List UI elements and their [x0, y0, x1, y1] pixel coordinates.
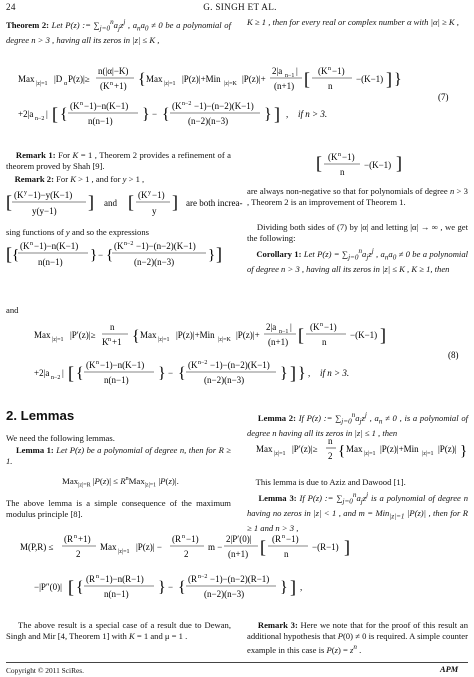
svg-text:(n+1): (n+1): [228, 549, 249, 559]
svg-text:Max: Max: [146, 74, 163, 84]
theorem-2-text: Let P(z) := $\sum_{j=0}^na_jz^j$ , $a_na_0 \ne 0$ be a polynomial of degree n > 3 , having all its zeros in |z| ≤ K ,: [6, 18, 231, 45]
svg-text:(R: (R: [64, 534, 73, 544]
svg-text:2|a: 2|a: [272, 66, 283, 76]
svg-text:[: [: [6, 244, 12, 264]
svg-text:[: [: [260, 537, 266, 557]
svg-text:}: }: [208, 247, 216, 263]
svg-text:(K: (K: [318, 66, 328, 76]
equation-7-number: (7): [438, 92, 449, 102]
svg-text:+2|a: +2|a: [34, 368, 50, 378]
svg-text:(n−2)(n−3): (n−2)(n−3): [204, 589, 245, 599]
svg-text:]: ]: [172, 192, 178, 212]
svg-text:K: K: [102, 337, 109, 347]
theorem-2-continued: K ≥ 1 , then for every real or complex number α with |α| ≥ K ,: [247, 17, 459, 27]
svg-text:(K: (K: [172, 101, 182, 111]
lemma-3-label: Lemma 3:: [258, 492, 297, 503]
svg-text:]: ]: [344, 537, 350, 557]
svg-text:2: 2: [184, 549, 189, 559]
and-word: and: [6, 305, 19, 315]
svg-text:|z|=1: |z|=1: [52, 337, 64, 343]
remark-3: [247, 620, 468, 656]
svg-text:|z|=K: |z|=K: [224, 81, 237, 87]
lemma-3-equation: [20, 528, 460, 613]
svg-text:+1): +1): [114, 81, 127, 91]
svg-text:n−2: n−2: [51, 375, 61, 381]
svg-text:n−2: n−2: [198, 574, 208, 580]
svg-text:n−1: n−1: [279, 329, 289, 335]
svg-text:|P(z)|: |P(z)|: [438, 444, 457, 454]
svg-text:|P(z)|+Min: |P(z)|+Min: [380, 444, 419, 454]
equation-8-graphic: [34, 318, 468, 396]
svg-text:|z|=1: |z|=1: [118, 549, 130, 555]
svg-text:n: n: [322, 337, 327, 347]
footer-rule: [6, 662, 468, 663]
svg-text:(K: (K: [70, 101, 80, 111]
svg-text:(K: (K: [86, 360, 96, 370]
svg-text:−1): −1): [152, 190, 165, 200]
svg-text:2: 2: [76, 549, 81, 559]
lemma-2-text: If P(z) := $\sum_{j=0}^na_jz^j$ , $a_n \ne 0$ , is a polynomial of degree n having all its zeros in |z| ≤ 1 , then: [247, 411, 469, 438]
svg-text:n−2: n−2: [35, 116, 45, 122]
lemma-1-equation: Max$_{|z|=R}$ $|P(z)| \le R^nMax_{|z|=1}$ |P(z)|.: [62, 475, 179, 489]
lemma-2-note-text: This lemma is due to Aziz and Dawood [1].: [255, 477, 406, 487]
svg-text:+2|a: +2|a: [18, 109, 34, 119]
svg-text:}: }: [394, 71, 402, 88]
svg-text:n: n: [110, 81, 113, 87]
svg-text:(n−2)(n−3): (n−2)(n−3): [204, 375, 245, 385]
svg-text:[: [: [6, 192, 12, 212]
svg-text:(K: (K: [20, 241, 30, 251]
svg-text:(n−2)(n−3): (n−2)(n−3): [134, 257, 175, 267]
svg-text:{: {: [76, 365, 84, 382]
dividing-text: Dividing both sides of (7) by |α| and letting |α| → ∞ , we get the following:: [247, 222, 468, 244]
svg-text:|z|=1: |z|=1: [158, 337, 170, 343]
svg-text:]: ]: [380, 325, 386, 345]
svg-text:|P(z)|+: |P(z)|+: [242, 74, 266, 84]
svg-text:−: −: [168, 368, 174, 378]
svg-text:n(|α|−K): n(|α|−K): [98, 66, 129, 76]
svg-text:|: |: [290, 322, 292, 332]
theorem-2-label: Theorem 2:: [6, 19, 52, 30]
after-big-left: The above result is a special case of a result due to Dewan, Singh and Mir [4, Theorem 1] with K = 1 and μ = 1 .: [6, 620, 231, 642]
remark-1-text: For K = 1 , Theorem 2 provides a refinement of a theorem proved by Shah [9].: [6, 150, 231, 172]
lemma-2-equation: [256, 434, 468, 471]
svg-text:y: y: [24, 190, 27, 196]
svg-text:n: n: [328, 81, 333, 91]
svg-text:|P(z)|+: |P(z)|+: [236, 330, 260, 340]
svg-text:|P(z)|+Min: |P(z)|+Min: [182, 74, 221, 84]
svg-text:−(R−1): −(R−1): [312, 542, 339, 552]
svg-text:+1): +1): [78, 534, 91, 544]
svg-text:|D: |D: [54, 74, 63, 84]
svg-text:{: {: [60, 106, 68, 123]
svg-text:n(n−1): n(n−1): [104, 589, 129, 599]
svg-text:−(K−1): −(K−1): [364, 160, 392, 170]
svg-text:n(n−1): n(n−1): [88, 116, 113, 126]
remark-2-text-b: sing functions of y and so the expressions: [6, 227, 149, 237]
svg-text:−1)−n(R−1): −1)−n(R−1): [100, 574, 144, 584]
svg-text:]: ]: [88, 192, 94, 212]
footer-copyright: Copyright © 2011 SciRes.: [6, 666, 85, 675]
corollary-1-label: Corollary 1:: [256, 248, 302, 259]
svg-text:}: }: [264, 106, 272, 123]
equation-8: [34, 318, 468, 399]
lemma-3-text: If P(z) := $\sum_{j=0}^na_jz^j$ is a polynomial of degree n having no zeros in |z| < 1 , and m = Min$_{|z|=1}$ |P(z)| , then for R ≥ 1 and n > 3 ,: [247, 491, 468, 533]
svg-text:−1)−(n−2)(R−1): −1)−(n−2)(R−1): [210, 574, 270, 584]
equation-8-number: (8): [448, 350, 459, 360]
svg-text:n: n: [338, 152, 341, 158]
svg-text:y: y: [152, 206, 157, 216]
remark-2-expression: [6, 238, 231, 279]
lemma-1: [6, 445, 231, 467]
equation-7-graphic: [18, 60, 458, 132]
svg-text:(K: (K: [100, 81, 110, 91]
svg-text:,: ,: [308, 368, 311, 378]
svg-text:]: ]: [386, 69, 392, 89]
svg-text:|: |: [46, 109, 48, 119]
svg-text:+1: +1: [112, 337, 122, 347]
svg-text:−1): −1): [286, 534, 299, 544]
svg-text:]: ]: [396, 153, 402, 173]
svg-text:]: ]: [216, 244, 222, 264]
remark-2-and: and: [104, 198, 117, 208]
svg-text:n−2: n−2: [124, 241, 134, 247]
page-number: 24: [6, 2, 16, 12]
equation-7: [18, 60, 458, 135]
svg-text:n: n: [328, 436, 333, 446]
lemma-1-label: Lemma 1:: [15, 445, 54, 455]
svg-text:(K: (K: [138, 190, 148, 200]
footer-journal: APM: [440, 665, 459, 674]
svg-text:−1)−n(K−1): −1)−n(K−1): [34, 241, 79, 251]
svg-text:−: −: [98, 250, 104, 260]
svg-text:|: |: [296, 66, 298, 76]
svg-text:n: n: [182, 534, 185, 540]
svg-text:Max: Max: [346, 444, 363, 454]
svg-text:y: y: [148, 190, 151, 196]
svg-text:|: |: [62, 368, 64, 378]
svg-text:n: n: [108, 337, 111, 343]
lemmas-intro: We need the following lemmas.: [6, 433, 115, 443]
svg-text:[: [: [298, 325, 304, 345]
svg-text:}: }: [280, 365, 288, 382]
svg-text:}: }: [142, 106, 150, 123]
svg-text:]: ]: [274, 104, 280, 124]
svg-text:−1)−(n−2)(K−1): −1)−(n−2)(K−1): [210, 360, 270, 370]
svg-text:(R: (R: [172, 534, 181, 544]
svg-text:{: {: [106, 247, 114, 263]
svg-text:M(P,R) ≤: M(P,R) ≤: [20, 542, 54, 552]
svg-text:,: ,: [300, 582, 303, 592]
svg-text:(R: (R: [272, 534, 281, 544]
svg-text:n−2: n−2: [182, 101, 192, 107]
svg-text:n: n: [284, 549, 289, 559]
right-bracket-expression: [316, 150, 406, 185]
corollary-1-text: Let $P(z) = \sum_{j=0}^na_jz^j$ , $a_na_0 \ne 0$ be a polynomial of degree n > 3 , having all its zeros in |z| ≤ K , K ≥ 1, then: [247, 247, 469, 274]
svg-text:n−2: n−2: [198, 360, 208, 366]
svg-text:[: [: [68, 577, 74, 597]
lemma-2-note: [247, 477, 468, 488]
svg-text:(K: (K: [188, 360, 198, 370]
svg-text:are both increa-: are both increa-: [186, 198, 243, 208]
svg-text:|z|=1: |z|=1: [164, 81, 176, 87]
svg-text:(n−2)(n−3): (n−2)(n−3): [188, 116, 229, 126]
svg-text:[: [: [304, 69, 310, 89]
lemma-2-label: Lemma 2:: [257, 412, 296, 423]
after-eq7-text: are always non-negative so that for polynomials of degree n > 3 , Theorem 2 is an improvement of Theorem 1.: [247, 186, 468, 208]
svg-text:Max: Max: [18, 74, 35, 84]
svg-text:]: ]: [290, 363, 296, 383]
svg-text:|P′(z)|≥: |P′(z)|≥: [292, 444, 318, 454]
svg-text:2|P′(0)|: 2|P′(0)|: [226, 534, 252, 544]
svg-text:(K: (K: [114, 241, 124, 251]
svg-text:−1)−n(K−1): −1)−n(K−1): [100, 360, 145, 370]
svg-text:[: [: [128, 192, 134, 212]
remark-2-fractions: [6, 186, 243, 231]
svg-text:n: n: [320, 322, 323, 328]
svg-text:}: }: [280, 579, 288, 596]
svg-text:2|a: 2|a: [266, 322, 277, 332]
svg-text:(K: (K: [14, 190, 24, 200]
svg-text:|P(z)| −: |P(z)| −: [136, 542, 162, 552]
svg-text:if n > 3.: if n > 3.: [320, 368, 350, 378]
remark-3-text: Here we note that for the proof of this result an additional hypothesis that P(0) ≠ 0 is required. A simple counter example in this case is $P(z) = z^n$ .: [247, 620, 468, 656]
svg-text:n: n: [282, 534, 285, 540]
svg-text:Max: Max: [100, 542, 117, 552]
svg-text:,: ,: [286, 109, 289, 119]
svg-text:n: n: [110, 322, 115, 332]
svg-text:n: n: [340, 167, 345, 177]
svg-text:2: 2: [328, 451, 333, 461]
svg-text:}: }: [460, 443, 468, 459]
svg-text:−1): −1): [186, 534, 199, 544]
svg-text:n: n: [74, 534, 77, 540]
remark-3-label: Remark 3:: [257, 620, 298, 630]
running-head: G. SINGH ET AL.: [203, 2, 277, 12]
svg-text:}: }: [158, 365, 166, 382]
section-title-lemmas: 2. Lemmas: [6, 408, 75, 423]
corollary-1: [247, 246, 468, 275]
svg-text:−1): −1): [324, 322, 337, 332]
svg-text:−1): −1): [332, 66, 345, 76]
svg-text:}: }: [158, 579, 166, 596]
svg-text:|z|=K: |z|=K: [218, 337, 231, 343]
svg-text:{: {: [178, 579, 186, 596]
svg-text:−: −: [152, 109, 158, 119]
svg-text:{: {: [138, 71, 146, 88]
svg-text:|z|=1: |z|=1: [274, 451, 286, 457]
svg-text:[: [: [52, 104, 58, 124]
remark-1-label: Remark 1:: [15, 150, 56, 160]
remark-2: [6, 174, 231, 185]
svg-text:(n+1): (n+1): [268, 337, 289, 347]
remark-1: [6, 150, 231, 172]
svg-text:|z|=1: |z|=1: [364, 451, 376, 457]
svg-text:(R: (R: [86, 574, 95, 584]
svg-text:n: n: [328, 66, 331, 72]
svg-text:α: α: [64, 81, 68, 87]
remark-2-label: Remark 2:: [14, 174, 54, 184]
svg-text:y(y−1): y(y−1): [32, 206, 57, 216]
svg-text:−(K−1): −(K−1): [356, 74, 384, 84]
svg-text:if n > 3.: if n > 3.: [298, 109, 328, 119]
svg-text:−1)−(n−2)(K−1): −1)−(n−2)(K−1): [194, 101, 254, 111]
svg-text:|z|=1: |z|=1: [422, 451, 434, 457]
lemma-1-note: The above lemma is a simple consequence of the maximum modulus principle [8].: [6, 498, 231, 520]
svg-text:(n+1): (n+1): [274, 81, 295, 91]
svg-text:(K: (K: [310, 322, 320, 332]
svg-text:n: n: [30, 241, 33, 247]
svg-text:|P(z)|+Min: |P(z)|+Min: [176, 330, 215, 340]
svg-text:−1)−y(K−1): −1)−y(K−1): [28, 190, 73, 200]
svg-text:−1)−n(K−1): −1)−n(K−1): [84, 101, 129, 111]
svg-text:Max: Max: [34, 330, 51, 340]
svg-text:{: {: [178, 365, 186, 382]
svg-text:Max: Max: [256, 444, 273, 454]
svg-text:−1): −1): [342, 152, 355, 162]
svg-text:n: n: [96, 574, 99, 580]
svg-text:[: [: [68, 363, 74, 383]
svg-text:m −: m −: [208, 542, 223, 552]
svg-text:|P′(z)|≥: |P′(z)|≥: [70, 330, 96, 340]
svg-text:−(K−1): −(K−1): [350, 330, 378, 340]
svg-text:{: {: [162, 106, 170, 123]
svg-text:n(n−1): n(n−1): [104, 375, 129, 385]
remark-2-text-a: For K > 1 , and for y > 1 ,: [56, 174, 145, 184]
svg-text:n: n: [96, 360, 99, 366]
svg-text:{: {: [132, 328, 140, 345]
svg-text:P(z)|≥: P(z)|≥: [68, 74, 90, 84]
svg-text:−1)−(n−2)(K−1): −1)−(n−2)(K−1): [136, 241, 196, 251]
svg-text:−: −: [168, 582, 174, 592]
svg-text:|z|=1: |z|=1: [36, 81, 48, 87]
svg-text:n: n: [80, 101, 83, 107]
svg-text:{: {: [76, 579, 84, 596]
svg-text:{: {: [338, 443, 346, 459]
theorem-2: [6, 17, 231, 46]
svg-text:]: ]: [290, 577, 296, 597]
svg-text:}: }: [298, 365, 306, 382]
svg-text:n−1: n−1: [285, 73, 295, 79]
svg-text:Max: Max: [140, 330, 157, 340]
svg-text:(R: (R: [188, 574, 197, 584]
svg-text:[: [: [316, 153, 322, 173]
svg-text:{: {: [12, 247, 20, 263]
svg-text:n(n−1): n(n−1): [38, 257, 63, 267]
lemma-1-text: Let P(z) be a polynomial of degree n, then for R ≥ 1.: [6, 445, 232, 467]
svg-text:(K: (K: [328, 152, 338, 162]
svg-text:}: }: [90, 247, 98, 263]
svg-text:−|P″(0)|: −|P″(0)|: [34, 582, 62, 592]
